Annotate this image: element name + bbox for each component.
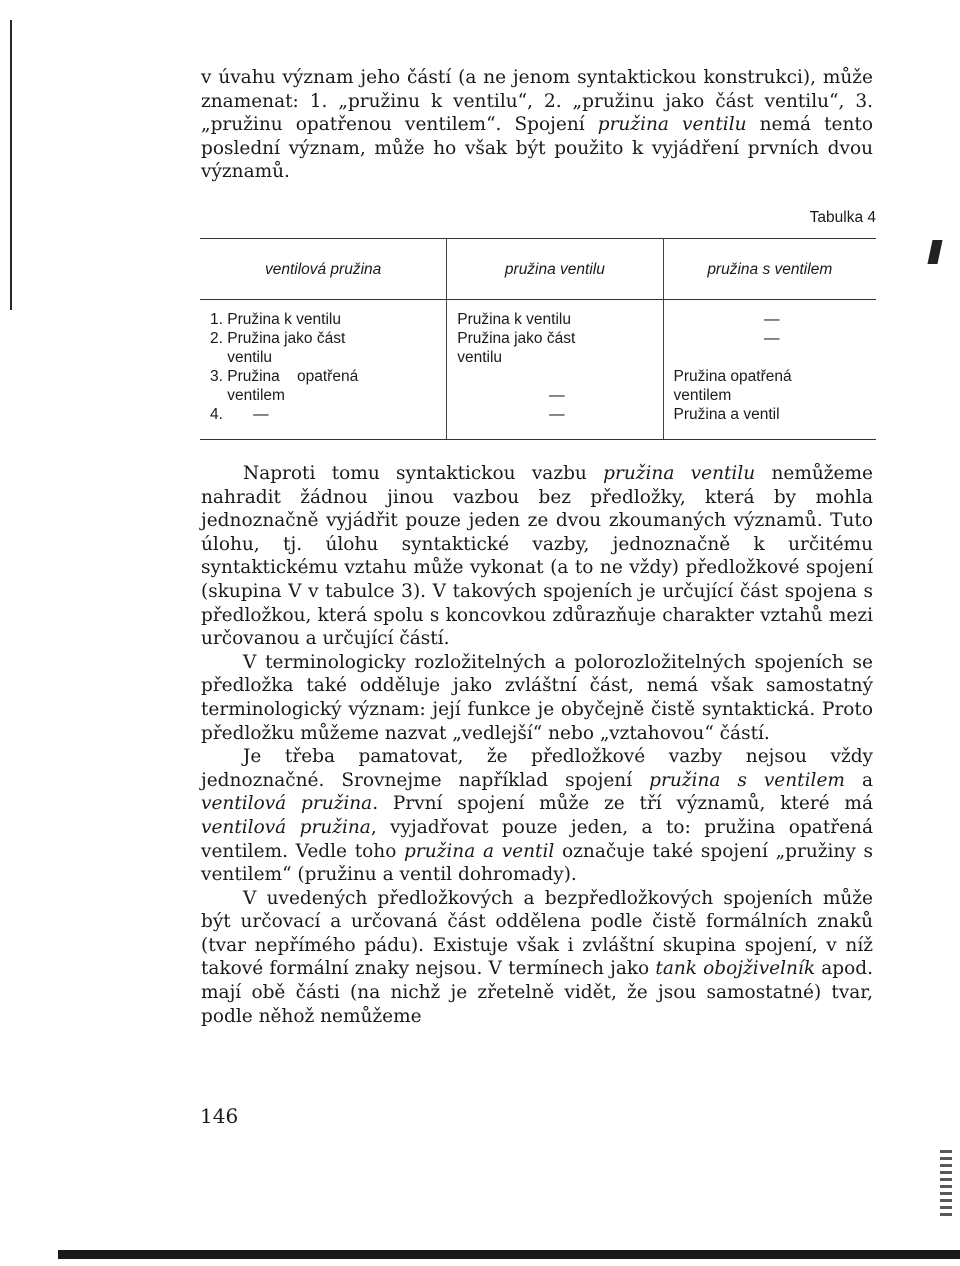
body-text bbox=[201, 462, 873, 1028]
table-cell bbox=[663, 300, 876, 440]
page-number: 146 bbox=[200, 1104, 239, 1128]
italic-term: pružina a ventil bbox=[404, 840, 555, 862]
table-cell-line: Pružina jako část bbox=[457, 330, 576, 347]
italic-term: ventilová pružina bbox=[201, 816, 371, 838]
table-container bbox=[200, 238, 876, 440]
table-cell-line: 4. — bbox=[210, 406, 269, 423]
table-cell-line bbox=[674, 348, 870, 367]
paragraph: Je třeba pamatovat, že předložkové vazby nejsou vždy jednoznačné. Srovnejme například spojení pružina s ventilem a ventilová pružina. První spojení může ze tří významů, které má ventilová pružina, vyjadřovat pouze jeden, a to: pružina opatřená ventilem. Vedle toho pružina a ventil označuje také spojení „pružiny s ventilem“ (pružinu a ventil dohromady). bbox=[201, 746, 874, 886]
table-header-row bbox=[200, 239, 876, 300]
table-caption: Tabulka 4 bbox=[809, 209, 876, 226]
paragraph: v úvahu význam jeho částí (a ne jenom syntaktickou konstrukci), může znamenat: 1. „pružinu k ventilu“, 2. „pružinu jako část ventilu“, 3. „pružinu opatřenou ventilem“. Spojení pružina ventilu nemá tento poslední význam, může ho však být použito k vyjádření prvních dvou významů. bbox=[201, 67, 873, 183]
table-cell-line: — bbox=[549, 406, 565, 423]
table-cell-line: Pružina k ventilu bbox=[457, 311, 571, 328]
scan-edge-line bbox=[10, 20, 12, 310]
italic-term: pružina ventilu bbox=[603, 463, 756, 484]
table-cell-line: — bbox=[549, 387, 565, 404]
comparison-table bbox=[200, 238, 876, 440]
scan-mark bbox=[927, 240, 942, 264]
table-cell-line: ventilu bbox=[457, 349, 503, 366]
table-header-cell: ventilová pružina bbox=[200, 239, 447, 300]
paragraph: V terminologicky rozložitelných a polorozložitelných spojeních se předložka také odděluje jako zvláštní část, nemá však samostatný terminologický význam: její funkce je obyčejně čistě syntaktická. Proto předložku můžeme nazvat „vedlejší“ nebo „vztahovou“ částí. bbox=[201, 651, 873, 744]
paragraph: V uvedených předložkových a bezpředložkových spojeních může být určovací a určovaná část oddělena podle čistě formálních znaků (tvar nepřímého pádu). Existuje však i zvláštní skupina spojení, v níž takové formální znaky nejsou. V termínech jako tank obojživelník apod. mají obě části (na nichž je zřetelně vidět, že jsou samostatné) tvar, podle něhož nemůžeme bbox=[201, 887, 873, 1027]
scan-bottom-edge bbox=[58, 1250, 960, 1259]
italic-term: tank obojživelník bbox=[655, 958, 816, 980]
intro-paragraph bbox=[201, 66, 873, 184]
table-cell-line: — bbox=[764, 311, 780, 328]
table-cell-line: 2. Pružina jako část bbox=[210, 330, 346, 347]
table-cell-line: ventilem bbox=[673, 387, 732, 404]
table-row bbox=[200, 300, 876, 440]
table-cell-line: 1. Pružina k ventilu bbox=[210, 311, 341, 328]
italic-term: ventilová pružina bbox=[201, 793, 373, 815]
table-cell-line: 3. Pružina opatřená bbox=[210, 368, 359, 385]
italic-term: pružina ventilu bbox=[597, 114, 747, 136]
paragraph: Naproti tomu syntaktickou vazbu pružina ventilu nemůžeme nahradit žádnou jinou vazbou bez předložky, která by mohla jednoznačně vyjádřit pouze jeden ze dvou zkoumaných významů. Tuto úlohu, tj. úlohu syntaktické vazby, jednoznačně k určitému syntaktickému vztahu může vykonat (a to ne vždy) předložkové spojení (skupina V v tabulce 3). V takových spojeních je určující část spojena s předložkou, která spolu s koncovkou zdůrazňuje charakter vztahů mezi určovanou a určující částí. bbox=[201, 463, 873, 650]
italic-term: pružina s ventilem bbox=[649, 769, 845, 791]
table-header-cell: pružina s ventilem bbox=[663, 239, 876, 300]
table-cell-line: ventilu bbox=[210, 349, 273, 366]
table-cell-line: Pružina opatřená bbox=[673, 368, 792, 385]
table-cell bbox=[447, 300, 663, 440]
scan-noise bbox=[940, 1150, 952, 1220]
table-header-cell: pružina ventilu bbox=[447, 239, 663, 300]
table-cell-line: ventilem bbox=[210, 387, 285, 404]
table-cell bbox=[200, 300, 447, 440]
table-cell-line: Pružina a ventil bbox=[673, 406, 780, 423]
table-cell-line: — bbox=[764, 330, 780, 347]
table-cell-line bbox=[457, 367, 656, 386]
